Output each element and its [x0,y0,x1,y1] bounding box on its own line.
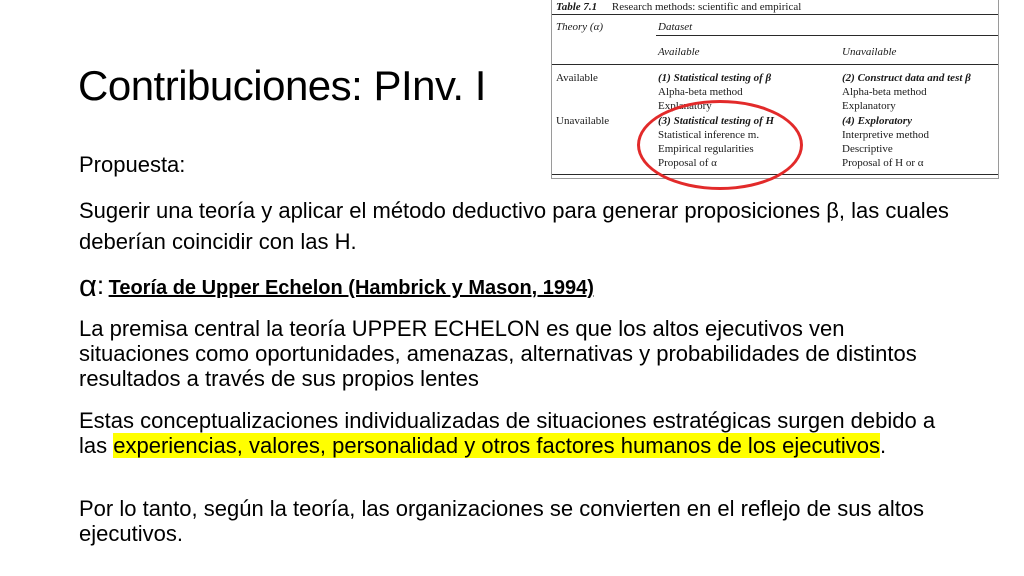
propuesta-label: Propuesta: [79,152,186,177]
cell-4-line1: Interpretive method [842,129,930,141]
cell-2-line1: Alpha-beta method [842,86,927,98]
col-available-header: Available [658,46,700,58]
slide-title: Contribuciones: PInv. I [78,62,486,109]
cell-4-line2: Descriptive [842,143,893,155]
cell-1-line2: Explanatory [658,100,712,112]
upper-echelon-heading: Teoría de Upper Echelon (Hambrick y Mason, 1994) [108,277,594,299]
col-unavailable-header: Unavailable [842,46,897,58]
red-circle-annotation [637,100,803,190]
cell-3-title: (3) Statistical testing of H [658,115,775,127]
estas-text-before: Estas conceptualizaciones individualizadas de situaciones estratégicas surgen debido a las [79,408,936,458]
table-caption: Research methods: scientific and empirical [611,1,802,13]
cell-2-line2: Explanatory [842,100,896,112]
cell-2-title: (2) Construct data and test β [842,72,971,84]
alpha-symbol: α [79,268,97,303]
cell-1-line1: Alpha-beta method [658,86,743,98]
header-rule [552,64,998,65]
highlighted-factors: experiencias, valores, personalidad y otros factores humanos de los ejecutivos [113,433,880,458]
estas-text-after: . [880,433,887,458]
table-top-rule [552,14,998,15]
cell-4-title: (4) Exploratory [842,115,912,127]
cell-4-line3: Proposal of H or α [842,157,924,169]
alpha-heading-line [79,268,594,304]
dataset-rule [656,35,998,36]
porlo-paragraph: Por lo tanto, según la teoría, las organizaciones se convierten en el reflejo de sus altos ejecutivos. [79,496,925,546]
cell-3-line3: Proposal of α [658,157,717,169]
estas-paragraph [79,408,959,458]
row-unavailable-label: Unavailable [556,115,610,127]
theory-header: Theory (α) [556,21,604,33]
sugerir-paragraph: Sugerir una teoría y aplicar el método deductivo para generar proposiciones β, las cuales deberían coincidir con las H. [79,198,949,254]
premisa-paragraph: La premisa central la teoría UPPER ECHELON es que los altos ejecutivos ven situaciones como oportunidades, amenazas, alternativas y probabilidades de distintos resultados a través de sus propios lentes [79,316,917,391]
cell-1-title: (1) Statistical testing of β [658,72,772,84]
alpha-colon: : [96,270,105,300]
table-number: Table 7.1 [556,1,598,13]
dataset-header: Dataset [658,21,693,33]
cell-3-line2: Empirical regularities [658,143,754,155]
cell-3-line1: Statistical inference m. [658,129,760,141]
row-available-label: Available [556,72,598,84]
